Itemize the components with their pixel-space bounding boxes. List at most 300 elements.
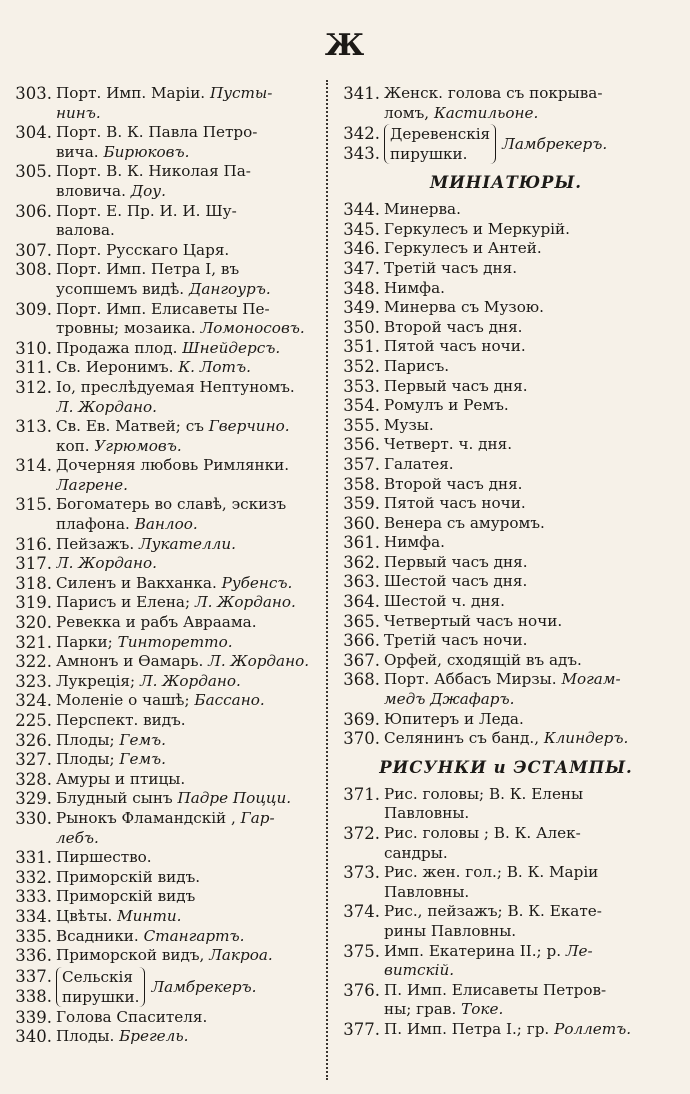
catalog-entry bbox=[6, 339, 322, 359]
artist-name: Токе. bbox=[461, 1000, 504, 1019]
entry-text: Музы. bbox=[384, 415, 434, 434]
section-heading: МИНІАТЮРЫ. bbox=[429, 173, 583, 193]
catalog-entry bbox=[6, 378, 322, 398]
catalog-entry bbox=[338, 572, 674, 592]
catalog-entry bbox=[338, 690, 674, 710]
catalog-entry bbox=[6, 182, 322, 202]
entry-text: Четвертый часъ ночи. bbox=[384, 611, 563, 630]
catalog-entry bbox=[338, 710, 674, 730]
entry-text: Юпитеръ и Леда. bbox=[384, 709, 524, 728]
artist-name: медъ Джафаръ. bbox=[384, 690, 515, 709]
entry-number: 365. bbox=[343, 611, 380, 631]
entry-text: вловича. Доу. bbox=[56, 181, 166, 200]
catalog-entry bbox=[6, 946, 322, 966]
entry-number: 356. bbox=[343, 435, 380, 455]
entry-number: 343. bbox=[343, 144, 380, 164]
entry-number: 337. bbox=[15, 966, 52, 986]
catalog-entry bbox=[338, 377, 674, 397]
entry-line: пирушки. bbox=[62, 987, 140, 1006]
catalog-entry bbox=[338, 475, 674, 495]
entry-number: 358. bbox=[343, 474, 380, 494]
entry-number: 312. bbox=[15, 377, 52, 397]
entry-number: 340. bbox=[15, 1027, 52, 1047]
catalog-entry bbox=[338, 844, 674, 864]
catalog-entry-group bbox=[338, 124, 674, 164]
entry-text bbox=[56, 829, 322, 849]
entry-number: 316. bbox=[15, 534, 52, 554]
catalog-entry bbox=[6, 280, 322, 300]
entry-number: 308. bbox=[15, 260, 52, 280]
catalog-entry bbox=[338, 1020, 674, 1040]
catalog-entry bbox=[6, 672, 322, 692]
artist-name: Гар- bbox=[240, 808, 275, 827]
entry-number: 351. bbox=[343, 337, 380, 357]
catalog-entry bbox=[338, 416, 674, 436]
artist-name: Пусты- bbox=[209, 84, 273, 102]
entry-text: Порт. В. К. Николая Па- bbox=[56, 162, 251, 181]
entry-number: 334. bbox=[15, 906, 52, 926]
entry-number: 317. bbox=[15, 554, 52, 574]
entry-text: Минерва съ Музою. bbox=[384, 298, 544, 317]
entry-text: Рис., пейзажъ; В. К. Екате- bbox=[384, 902, 602, 921]
entry-number bbox=[338, 883, 384, 903]
artist-name: Л. Жордано. bbox=[56, 397, 157, 416]
artist-name: Л. Жордано. bbox=[139, 671, 241, 690]
entry-text: Ромулъ и Ремъ. bbox=[384, 396, 509, 415]
entry-text: Имп. Екатерина II.; р. Ле- bbox=[384, 941, 593, 960]
entry-text: Венера съ амуромъ. bbox=[384, 513, 545, 532]
catalog-entry bbox=[6, 221, 322, 241]
artist-name: Шнейдерсъ. bbox=[182, 338, 281, 357]
entry-number: 319. bbox=[15, 593, 52, 613]
entry-number bbox=[338, 1000, 384, 1020]
catalog-entry bbox=[6, 417, 322, 437]
artist-name: Могам- bbox=[561, 670, 621, 689]
catalog-entry bbox=[6, 104, 322, 124]
catalog-entry bbox=[6, 770, 322, 790]
entry-number bbox=[338, 922, 384, 942]
entry-text: Порт. Русскаго Царя. bbox=[56, 240, 230, 259]
entry-number: 309. bbox=[15, 299, 52, 319]
catalog-entry bbox=[338, 670, 674, 690]
entry-text: Приморской видъ, Лакроа. bbox=[56, 946, 273, 965]
artist-name: Гверчино. bbox=[208, 417, 290, 436]
entry-number: 357. bbox=[343, 454, 380, 474]
entry-text: Нимфа. bbox=[384, 278, 445, 297]
artist-name: Угрюмовъ. bbox=[94, 436, 182, 455]
entry-text: Галатея. bbox=[384, 454, 454, 473]
catalog-entry bbox=[338, 318, 674, 338]
entry-numbers bbox=[6, 967, 56, 1007]
entry-number: 369. bbox=[343, 709, 380, 729]
entry-number: 307. bbox=[15, 240, 52, 260]
entry-number: 360. bbox=[343, 513, 380, 533]
entry-text: Продажа плод. Шнейдерсъ. bbox=[56, 338, 281, 357]
entry-text: Шестой часъ дня. bbox=[384, 572, 528, 591]
entry-text: Четверт. ч. дня. bbox=[384, 435, 513, 454]
entry-number bbox=[338, 804, 384, 824]
catalog-entry bbox=[6, 143, 322, 163]
entry-number: 333. bbox=[15, 887, 52, 907]
entry-text: Моленіе о чашѣ; Бассано. bbox=[56, 691, 265, 710]
entry-text bbox=[56, 967, 145, 1007]
right-column bbox=[338, 84, 674, 1040]
catalog-entry bbox=[338, 396, 674, 416]
entry-text: Павловны. bbox=[384, 804, 470, 823]
catalog-entry bbox=[338, 104, 674, 124]
catalog-entry bbox=[6, 437, 322, 457]
entry-number: 355. bbox=[343, 415, 380, 435]
entry-number: 346. bbox=[343, 239, 380, 259]
entry-text: Плоды. Брегель. bbox=[56, 1027, 189, 1046]
catalog-entry bbox=[338, 902, 674, 922]
catalog-entry bbox=[338, 651, 674, 671]
catalog-entry bbox=[338, 785, 674, 805]
entry-text: Первый часъ дня. bbox=[384, 552, 528, 571]
entry-number: 368. bbox=[343, 670, 380, 690]
entry-text: Плоды; Гемъ. bbox=[56, 750, 167, 769]
catalog-entry bbox=[6, 593, 322, 613]
entry-text: Третій часъ дня. bbox=[384, 258, 518, 277]
entry-number: 327. bbox=[15, 750, 52, 770]
artist-name: Клиндеръ. bbox=[543, 729, 629, 748]
entry-text: Рис. головы; В. К. Елены bbox=[384, 784, 584, 803]
catalog-entry bbox=[338, 729, 674, 749]
catalog-entry bbox=[6, 1008, 322, 1028]
entry-text: Парисъ и Елена; Л. Жордано. bbox=[56, 593, 296, 612]
catalog-entry bbox=[6, 809, 322, 829]
section-heading: РИСУНКИ и ЭСТАМПЫ. bbox=[379, 757, 633, 777]
entry-number: 345. bbox=[343, 219, 380, 239]
entry-text: Голова Спасителя. bbox=[56, 1007, 208, 1026]
entry-number: 352. bbox=[343, 356, 380, 376]
catalog-entry bbox=[6, 495, 322, 515]
artist-name: Брегель. bbox=[119, 1027, 189, 1046]
artist-name: Лукателли. bbox=[138, 534, 236, 553]
entry-number bbox=[6, 437, 56, 457]
entry-text: ны; грав. Токе. bbox=[384, 1000, 504, 1019]
entry-text: Пиршество. bbox=[56, 848, 152, 867]
catalog-entry bbox=[6, 476, 322, 496]
entry-number: 306. bbox=[15, 201, 52, 221]
entry-text: Третій часъ ночи. bbox=[384, 631, 528, 650]
catalog-entry bbox=[6, 711, 322, 731]
catalog-entry bbox=[338, 279, 674, 299]
entry-text: валова. bbox=[56, 221, 115, 240]
entry-text: усопшемъ видѣ. Дангоуръ. bbox=[56, 279, 271, 298]
artist-name: Кастильоне. bbox=[433, 103, 539, 122]
entry-text: Св. Ев. Матвей; съ Гверчино. bbox=[56, 417, 290, 436]
catalog-entry bbox=[338, 298, 674, 318]
artist-name: нинъ. bbox=[56, 103, 101, 122]
entry-text: Рис. жен. гол.; В. К. Маріи bbox=[384, 863, 599, 882]
entry-number: 329. bbox=[15, 789, 52, 809]
entry-number bbox=[6, 829, 56, 849]
catalog-entry bbox=[338, 804, 674, 824]
entry-number: 348. bbox=[343, 278, 380, 298]
entry-text: Порт. Е. Пр. И. И. Шу- bbox=[56, 201, 237, 220]
entry-text: Женск. голова съ покрыва- bbox=[384, 84, 603, 102]
catalog-entry bbox=[338, 84, 674, 104]
entry-text: Геркулесъ и Антей. bbox=[384, 239, 542, 258]
catalog-entry bbox=[6, 535, 322, 555]
entry-text: Нимфа. bbox=[384, 533, 445, 552]
catalog-entry bbox=[338, 494, 674, 514]
entry-number: 367. bbox=[343, 650, 380, 670]
entry-text: Богоматерь во славѣ, эскизъ bbox=[56, 495, 287, 514]
entry-number: 303. bbox=[15, 84, 52, 103]
entry-text: тровны; мозаика. Ломоносовъ. bbox=[56, 319, 305, 338]
artist-name: Доу. bbox=[130, 181, 166, 200]
catalog-entry bbox=[338, 592, 674, 612]
artist-name: Роллетъ. bbox=[554, 1019, 632, 1038]
entry-number: 372. bbox=[343, 824, 380, 843]
entry-text: Первый часъ дня. bbox=[384, 376, 528, 395]
entry-number bbox=[6, 515, 56, 535]
entry-text: Рис. головы ; В. К. Алек- bbox=[384, 824, 581, 842]
entry-number: 321. bbox=[15, 632, 52, 652]
entry-numbers bbox=[338, 124, 384, 164]
left-column bbox=[6, 84, 322, 1047]
entry-number: 331. bbox=[15, 848, 52, 868]
catalog-entry bbox=[338, 200, 674, 220]
entry-text: Io, преслѣдуемая Нептуномъ. bbox=[56, 377, 295, 396]
entry-text: Блудный сынъ Падре Поцци. bbox=[56, 789, 292, 808]
entry-number: 332. bbox=[15, 867, 52, 887]
entry-text: Порт. Имп. Петра I, въ bbox=[56, 260, 240, 279]
catalog-entry bbox=[6, 260, 322, 280]
entry-number: 338. bbox=[15, 986, 52, 1006]
entry-number: 314. bbox=[15, 456, 52, 476]
entry-text bbox=[384, 961, 674, 981]
entry-number: 377. bbox=[343, 1019, 380, 1039]
catalog-entry bbox=[338, 922, 674, 942]
entry-text: Дочерняя любовь Римлянки. bbox=[56, 456, 290, 475]
artist-name: лебъ. bbox=[56, 828, 99, 847]
entry-number bbox=[338, 844, 384, 864]
catalog-entry bbox=[338, 942, 674, 962]
catalog-entry bbox=[6, 907, 322, 927]
entry-text: Ревекка и рабъ Авраама. bbox=[56, 613, 257, 632]
entry-number: 371. bbox=[343, 784, 380, 804]
catalog-entry bbox=[6, 515, 322, 535]
artist-name: Л. Жордано. bbox=[194, 593, 296, 612]
catalog-entry bbox=[338, 553, 674, 573]
entry-number: 313. bbox=[15, 417, 52, 437]
artist-name: Ванлоо. bbox=[134, 515, 198, 534]
catalog-entry bbox=[6, 241, 322, 261]
catalog-entry bbox=[338, 455, 674, 475]
entry-number: 341. bbox=[343, 84, 380, 103]
entry-text: Шестой ч. дня. bbox=[384, 592, 505, 611]
entry-text: плафона. Ванлоо. bbox=[56, 515, 198, 534]
entry-text: Порт. Имп. Марiи. Пусты- bbox=[56, 84, 273, 102]
entry-text: Селянинъ съ банд., Клиндеръ. bbox=[384, 729, 629, 748]
catalog-entry bbox=[338, 239, 674, 259]
entry-text: Парисъ. bbox=[384, 356, 450, 375]
entry-number: 305. bbox=[15, 162, 52, 182]
entry-number bbox=[338, 961, 384, 981]
entry-number: 344. bbox=[343, 200, 380, 220]
entry-text: Геркулесъ и Меркурій. bbox=[384, 219, 570, 238]
entry-number bbox=[6, 476, 56, 496]
entry-number: 304. bbox=[15, 123, 52, 143]
entry-text: Парки; Тинторетто. bbox=[56, 632, 233, 651]
entry-text: Всадники. Стангартъ. bbox=[56, 926, 245, 945]
entry-number: 362. bbox=[343, 552, 380, 572]
entry-number: 349. bbox=[343, 298, 380, 318]
entry-text: Перспект. видъ. bbox=[56, 711, 186, 729]
entry-text: Силенъ и Вакханка. Рубенсъ. bbox=[56, 573, 293, 592]
artist-name: Лакроа. bbox=[209, 946, 273, 965]
catalog-entry bbox=[6, 1027, 322, 1047]
entry-text: Порт. Имп. Елисаветы Пе- bbox=[56, 299, 270, 318]
entry-number bbox=[338, 104, 384, 124]
entry-number: 330. bbox=[15, 808, 52, 828]
entry-text: рины Павловны. bbox=[384, 921, 517, 940]
catalog-entry bbox=[338, 220, 674, 240]
artist-name: Ломоносовъ. bbox=[200, 319, 305, 338]
entry-text: Второй часъ дня. bbox=[384, 317, 523, 336]
entry-number: 350. bbox=[343, 317, 380, 337]
entry-number: 366. bbox=[343, 631, 380, 651]
entry-number: 359. bbox=[343, 494, 380, 514]
artist-name: витскій. bbox=[384, 961, 455, 980]
catalog-entry bbox=[338, 435, 674, 455]
entry-number: 328. bbox=[15, 769, 52, 789]
artist-name: Падре Поцци. bbox=[177, 789, 292, 808]
entry-number: 310. bbox=[15, 338, 52, 358]
catalog-entry bbox=[6, 300, 322, 320]
page-header-letter: Ж bbox=[324, 28, 366, 63]
entry-number: 323. bbox=[15, 671, 52, 691]
column-divider bbox=[326, 80, 328, 1080]
entry-number: 375. bbox=[343, 941, 380, 961]
entry-number: 374. bbox=[343, 902, 380, 922]
entry-brace bbox=[384, 124, 607, 164]
catalog-entry bbox=[6, 848, 322, 868]
catalog-entry bbox=[6, 927, 322, 947]
entry-text: Приморскій видъ. bbox=[56, 867, 201, 886]
entry-text: Пейзажъ. Лукателли. bbox=[56, 534, 236, 553]
entry-text: Амнонъ и Өамарь. Л. Жордано. bbox=[56, 652, 310, 671]
catalog-entry bbox=[338, 1000, 674, 1020]
catalog-entry bbox=[6, 162, 322, 182]
artist-name: Тинторетто. bbox=[117, 632, 233, 651]
artist-name: Бассано. bbox=[194, 691, 265, 710]
entry-number: 335. bbox=[15, 926, 52, 946]
artist-name: Л. Жордано. bbox=[56, 554, 157, 573]
entry-text: Пятой часъ ночи. bbox=[384, 494, 526, 513]
entry-number bbox=[6, 221, 56, 241]
catalog-entry bbox=[6, 319, 322, 339]
entry-text: Приморскій видъ bbox=[56, 887, 196, 906]
entry-line: пирушки. bbox=[390, 145, 468, 164]
artist-name: Рубенсъ. bbox=[221, 573, 293, 592]
entry-text bbox=[56, 476, 322, 496]
entry-line: Деревенскія bbox=[390, 125, 491, 144]
entry-text: Второй часъ дня. bbox=[384, 474, 523, 493]
entry-number: 318. bbox=[15, 573, 52, 593]
entry-number: 225. bbox=[15, 711, 52, 730]
artist-name: К. Лотъ. bbox=[178, 358, 251, 377]
catalog-entry bbox=[6, 789, 322, 809]
entry-text: Порт. Аббасъ Мирзы. Могам- bbox=[384, 670, 621, 689]
catalog-entry bbox=[338, 612, 674, 632]
catalog-entry bbox=[338, 357, 674, 377]
entry-text: вича. Бирюковъ. bbox=[56, 142, 190, 161]
entry-text: Лукреція; Л. Жордано. bbox=[56, 671, 241, 690]
entry-number: 339. bbox=[15, 1007, 52, 1027]
entry-number: 322. bbox=[15, 652, 52, 672]
entry-number bbox=[6, 280, 56, 300]
artist-name: Стангартъ. bbox=[143, 926, 245, 945]
entry-text bbox=[384, 124, 496, 164]
catalog-entry bbox=[338, 514, 674, 534]
catalog-entry bbox=[338, 981, 674, 1001]
catalog-entry-group bbox=[6, 967, 322, 1007]
artist-name: Гемъ. bbox=[119, 750, 167, 769]
entry-number: 336. bbox=[15, 946, 52, 966]
catalog-entry bbox=[6, 613, 322, 633]
catalog-entry bbox=[6, 456, 322, 476]
entry-text: Цвѣты. Минти. bbox=[56, 906, 182, 925]
entry-number: 342. bbox=[343, 124, 380, 144]
entry-number: 363. bbox=[343, 572, 380, 592]
entry-number: 353. bbox=[343, 376, 380, 396]
entry-number bbox=[6, 398, 56, 418]
catalog-entry bbox=[6, 868, 322, 888]
catalog-entry bbox=[6, 731, 322, 751]
artist-name: Лагрене. bbox=[56, 475, 128, 494]
entry-number: 354. bbox=[343, 396, 380, 416]
entry-text: Павловны. bbox=[384, 882, 470, 901]
catalog-entry bbox=[338, 883, 674, 903]
catalog-entry bbox=[6, 750, 322, 770]
catalog-entry bbox=[6, 691, 322, 711]
catalog-entry bbox=[338, 961, 674, 981]
entry-number: 326. bbox=[15, 730, 52, 750]
artist-name: Гемъ. bbox=[119, 730, 167, 749]
catalog-entry bbox=[6, 398, 322, 418]
entry-text: Плоды; Гемъ. bbox=[56, 730, 167, 749]
entry-text: П. Имп. Петра I.; гр. Роллетъ. bbox=[384, 1019, 632, 1038]
entry-text bbox=[56, 554, 322, 574]
entry-number bbox=[6, 182, 56, 202]
entry-number bbox=[6, 319, 56, 339]
artist-name: Бирюковъ. bbox=[103, 142, 190, 161]
catalog-entry bbox=[6, 633, 322, 653]
catalog-entry bbox=[338, 863, 674, 883]
artist-name: Минти. bbox=[117, 906, 182, 925]
entry-number: 311. bbox=[15, 358, 52, 378]
entry-number: 320. bbox=[15, 613, 52, 633]
catalog-entry bbox=[338, 631, 674, 651]
catalog-entry bbox=[338, 533, 674, 553]
entry-number: 376. bbox=[343, 980, 380, 1000]
entry-number bbox=[6, 143, 56, 163]
entry-text: ломъ, Кастильоне. bbox=[384, 103, 539, 122]
artist-name: Дангоуръ. bbox=[188, 279, 271, 298]
catalog-entry bbox=[338, 259, 674, 279]
entry-text: Пятой часъ ночи. bbox=[384, 337, 526, 356]
entry-text: коп. Угрюмовъ. bbox=[56, 436, 182, 455]
entry-text bbox=[56, 104, 322, 124]
catalog-entry bbox=[6, 574, 322, 594]
catalog-entry bbox=[338, 337, 674, 357]
catalog-entry bbox=[6, 123, 322, 143]
entry-number bbox=[338, 690, 384, 710]
